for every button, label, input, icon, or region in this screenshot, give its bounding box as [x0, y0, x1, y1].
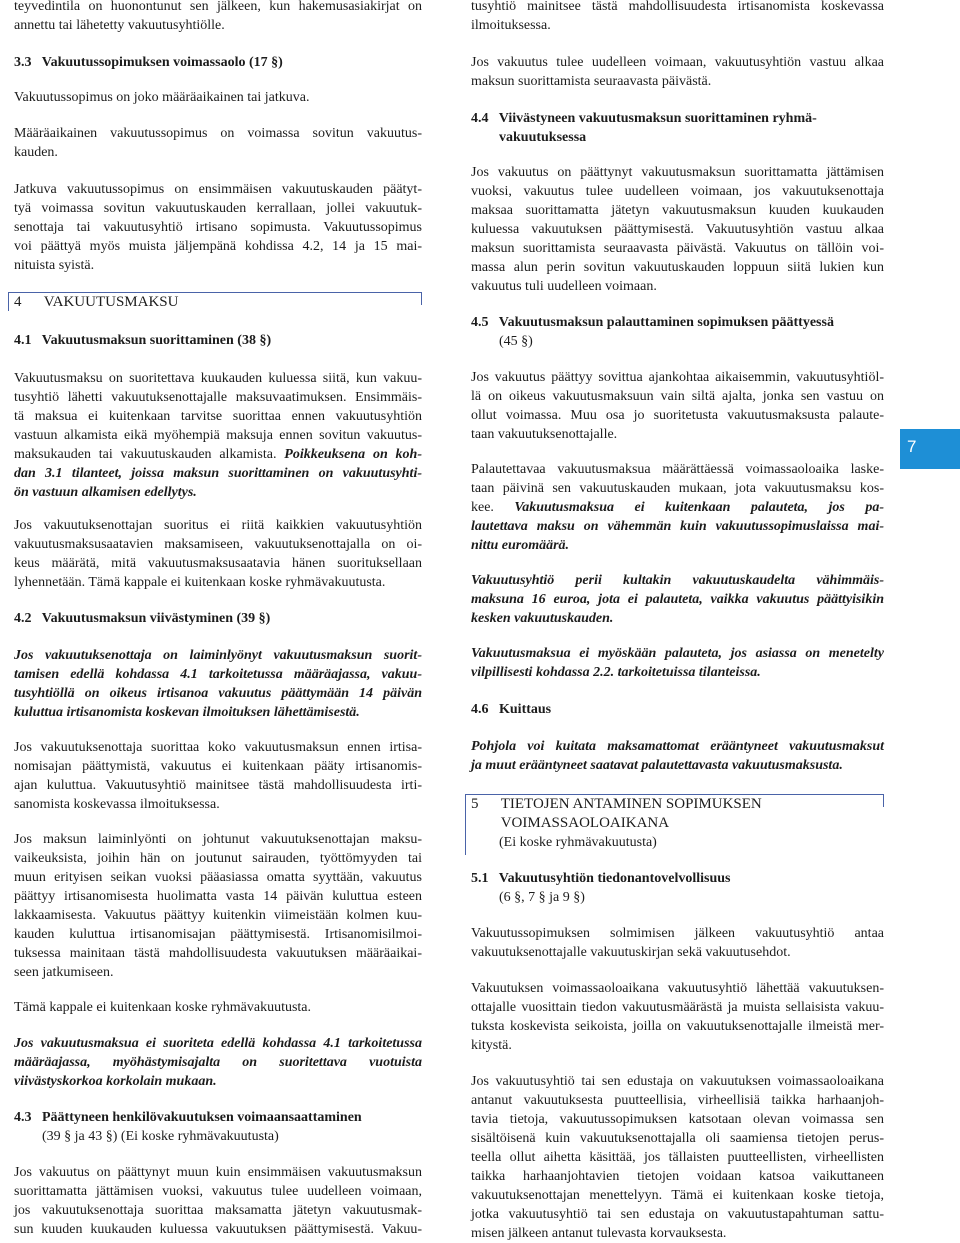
text-line: maksun suorittamista seuraavasta päivästä. [471, 74, 712, 89]
text-line: kauden. [14, 145, 58, 160]
text-line: teyvedintila on huonontunut sen jälkeen, kun hakemusasiakirjat on [14, 0, 422, 14]
chapter-heading: VOIMASSAOLOAIKANA [471, 815, 670, 831]
chapter-subheading: (Ei koske ryhmävakuutusta) [471, 835, 657, 850]
section-subheading: (39 § ja 43 §) (Ei koske ryhmävakuutusta) [14, 1129, 279, 1144]
emphasis-line: Pohjola voi kuitata maksamattomat erääntyneet vakuutusmaksut [471, 739, 884, 754]
emphasis-line: Vakuutusmaksua ei myöskään palauteta, jos asiassa on menetelty [471, 646, 884, 661]
text-line: Jos vakuutuksenottaja suorittaa koko vakuutusmaksun ennen irtisa- [14, 740, 422, 755]
text-line: kitystä. [471, 1038, 512, 1053]
section-heading: 4.6 Kuittaus [471, 702, 552, 717]
page-number-tab [900, 429, 960, 469]
text-span: kee. [471, 500, 515, 515]
text-line: vaikeuksista, joihin hän on joutunut sairauden, työttömyyden tai [14, 851, 422, 866]
text-line: Jos vakuutus on päättynyt muun kuin ensimmäisen vakuutusmaksun [14, 1165, 422, 1180]
text-line: seen jatkumiseen. [14, 965, 114, 980]
text-line: tyä voimassa sovitun vakuutuskauden kerrallaan, jollei vakuutuk- [14, 201, 422, 216]
text-line: Tämä kappale ei kuitenkaan koske ryhmävakuutusta. [14, 1000, 312, 1015]
section-heading: 4.1 Vakuutusmaksun suorittaminen (38 §) [14, 333, 272, 348]
text-line: nomisajan päättymistä, vakuutus ei kuitenkaan pääty irtisanomis- [14, 759, 422, 774]
chapter-heading: 5 TIETOJEN ANTAMINEN SOPIMUKSEN [471, 796, 762, 812]
emphasis-line: ön vastuun alkamisen edellytys. [14, 485, 197, 500]
text-line: keus määrätä, mitä vakuutusmaksusaatavia hänen suorituksellaan [14, 556, 422, 571]
text-line: Jos maksun laiminlyönti on johtunut vakuutuksenottajan maksu- [14, 832, 422, 847]
text-line: nituista syistä. [14, 258, 95, 273]
text-line: tusyhtiö mainitsee tästä mahdollisuudesta irtisanomista koskevassa [471, 0, 884, 14]
chapter-4-heading-box [8, 292, 422, 311]
emphasis-line: Jos vakuutusmaksua ei suoriteta edellä kohdassa 4.1 tarkoitetussa [14, 1036, 422, 1051]
text-line: massa alun perin sovitun vakuutuskauden loppuun siitä lukien kun [471, 260, 884, 275]
text-line: Jos vakuutuksenottajan suoritus ei riitä kaikkien vakuutusyhtiön [14, 518, 422, 533]
emphasis-line: Vakuutusyhtiö perii kultakin vakuutuskaudelta vähimmäis- [471, 573, 884, 588]
section-heading: 4.4 Viivästyneen vakuutusmaksun suorittaminen ryhmä- [471, 111, 817, 126]
text-line: vakuutus tuli uudelleen voimaan. [471, 279, 657, 294]
text-span: maksukauden tai vakuutuskauden alkamista. [14, 447, 285, 462]
emphasis-span: Vakuutusmaksua ei kuitenkaan palauteta, jos pa- [514, 500, 884, 515]
text-line: taan vakuutuksenottajalle. [471, 427, 618, 442]
text-line: kauden kuluttua irtisanomisajan päättymisestä. Irtisanomisilmoi- [14, 927, 422, 942]
text-line: sanomista koskevassa ilmoituksessa. [14, 797, 220, 812]
text-line: jotka vakuutusyhtiö tai sen edustaja on vakuutustapahtuman sattu- [471, 1207, 884, 1222]
text-line [471, 498, 884, 517]
section-heading: 4.5 Vakuutusmaksun palauttaminen sopimuksen päättyessä [471, 315, 834, 330]
text-line: sun kuuden kuukauden kuluessa vakuutuksen päättymisestä. Vakuu- [14, 1222, 422, 1237]
emphasis-line: tamisen edellä kohdassa 4.1 tarkoitetussa määräajassa, vakuu- [14, 667, 422, 682]
section-subheading: (6 §, 7 § ja 9 §) [471, 890, 585, 905]
section-heading: 5.1 Vakuutusyhtiön tiedonantovelvollisuus [471, 871, 731, 886]
text-line: tä maksua ei kuitenkaan tarvitse suorittaa ennen vakuutusyhtiön [14, 409, 422, 424]
emphasis-line: maksuna 16 euroa, jota ei palauteta, vaikka vakuutus päättyisikin [471, 592, 884, 607]
section-subheading: (45 §) [471, 334, 533, 349]
text-line: päättyy irtisanomisesta huolimatta vasta 14 päivän kuluttua esteen [14, 889, 422, 904]
text-line: lakkaamisesta. Vakuutus päättyy kuitenkin viimeistään kolmen kuu- [14, 908, 422, 923]
text-line: maksun suorittamista seuraavasta päivästä. Vakuutus on tällöin voi- [471, 241, 884, 256]
text-line: lä on oikeus vakuutusmaksuun vain siltä ajalta, jonka sen vastuu on [471, 389, 884, 404]
text-line: jos vakuutuksenottaja suorittaa maksamatta jätetyn vakuutusmak- [14, 1203, 422, 1218]
text-line: vakuutuksenottajalle vakuutuskirjan sekä vakuutusehdot. [471, 945, 791, 960]
text-line: senottaja tai vakuutusyhtiö irtisano sopimusta. Vakuutussopimus [14, 220, 422, 235]
emphasis-line: ja muut erääntyneet saatavat palautettavasta vakuutusmaksusta. [471, 758, 843, 773]
text-line: vuoksi, vakuutus tulee uudelleen voimaan, jos vakuutuksenottaja [471, 184, 884, 199]
text-line: tavia tietoja, vakuutussopimuksen katsotaan olevan voimassa sen [471, 1112, 884, 1127]
text-line: misen jälkeen antanut tulevasta korvauksesta. [471, 1226, 727, 1241]
text-line: ottajalle vuosittain tiedon vakuutusmäärästä ja muista sellaisista vakuu- [471, 1000, 884, 1015]
text-line: Jos vakuutus päättyy sovittua ajankohtaa aikaisemmin, vakuutusyhtiöl- [471, 370, 884, 385]
text-line: muun erityisen seikan vuoksi pääasiassa omatta syyttään, vakuutus [14, 870, 422, 885]
text-line: tuksessa mainitaan tästä mahdollisuudesta vakuutuksen määräaikai- [14, 946, 422, 961]
text-line: teella ollut aihetta käsittää, jos tällaisten puutteellisten, virheellisten [471, 1150, 884, 1165]
page-number: 7 [907, 437, 917, 456]
text-line: tuksta koskevista seikoista, joilla on vakuutuksenottajalle ilmeistä mer- [471, 1019, 884, 1034]
text-line: Vakuutussopimuksen solmimisen jälkeen vakuutusyhtiö antaa [471, 926, 884, 941]
text-line: Jos vakuutus on päättynyt vakuutusmaksun suorittamatta jättämisen [471, 165, 884, 180]
emphasis-line: kuluttua irtisanomista koskevan ilmoituksen lähettämisestä. [14, 705, 360, 720]
text-line: vakuutuksenottajan menettelyyn. Tämä ei kuitenkaan koske tietoja, [471, 1188, 884, 1203]
text-line: taan päivinä sen vakuutuskauden mukaan, jota vakuutusmaksu kos- [471, 481, 884, 496]
emphasis-line: kesken vakuutuskauden. [471, 611, 614, 626]
text-line: tusyhtiö lähetti vakuutuksenottajalle maksuvaatimuksen. Ensimmäis- [14, 390, 422, 405]
section-heading: 3.3 Vakuutussopimuksen voimassaolo (17 §) [14, 55, 283, 70]
text-line: ajan kuluttua. Vakuutusyhtiö mainitsee tästä mahdollisuudesta irti- [14, 778, 422, 793]
text-line: Palautettavaa vakuutusmaksua määrättäessä voimassaoloaika laske- [471, 462, 884, 477]
text-line: annettu tai lähetetty vakuutusyhtiölle. [14, 18, 225, 33]
text-line: suorittamatta jättämisen vuoksi, vakuutus tulee uudelleen voimaan, [14, 1184, 422, 1199]
section-heading: 4.3 Päättyneen henkilövakuutuksen voimaansaattaminen [14, 1110, 362, 1125]
emphasis-line: viivästyskorkoa korkolain mukaan. [14, 1074, 217, 1089]
text-line: taikka harhaanjohtavien tietojen voidaan katsoa vaikuttaneen [471, 1169, 884, 1184]
text-line: Jos vakuutusyhtiö tai sen edustaja on vakuutuksen voimassaoloaikana [471, 1074, 884, 1089]
emphasis-line: lautettava maksu on vähemmän kuin vakuutussopimuslaissa mai- [471, 519, 884, 534]
text-line: Vakuutusmaksu on suoritettava kuukauden kuluessa siitä, kun vakuu- [14, 371, 422, 386]
text-line: lyhennetään. Tämä kappale ei kuitenkaan koske ryhmävakuutusta. [14, 575, 386, 590]
text-line: ollut voimassa. Muu osa jo suoritetusta vakuutusmaksusta palaute- [471, 408, 884, 423]
text-line: vakuutusmaksusaatavien maksamiseen, vakuutuksenottajalla on oi- [14, 537, 422, 552]
text-line: Määräaikainen vakuutussopimus on voimassa sovitun vakuutus- [14, 126, 422, 141]
text-line: Jatkuva vakuutussopimus on ensimmäisen vakuutuskauden päätyt- [14, 182, 422, 197]
emphasis-line: nittu euromäärä. [471, 538, 570, 553]
text-line: voi päättyä myös muista jäljempänä kohdissa 4.2, 14 ja 15 mai- [14, 239, 422, 254]
emphasis-line: vilpillisesti kohdassa 2.2. tarkoitetuissa tilanteissa. [471, 665, 761, 680]
text-line: vastuun alkamista eikä myöhempiä maksuja ennen sovitun vakuutus- [14, 428, 422, 443]
text-line: antanut vakuutuksesta puutteellisia, virheellisiä taikka harhaanjoh- [471, 1093, 884, 1108]
text-line: ilmoituksessa. [471, 18, 551, 33]
emphasis-span: Poikkeuksena on koh- [284, 447, 422, 462]
text-line: Jos vakuutus tulee uudelleen voimaan, vakuutusyhtiön vastuu alkaa [471, 55, 884, 70]
emphasis-line: Jos vakuutuksenottaja on laiminlyönyt vakuutusmaksun suorit- [14, 648, 422, 663]
section-heading: vakuutuksessa [471, 130, 587, 145]
chapter-5-heading-box [465, 794, 884, 855]
emphasis-line: dan 3.1 tilanteet, joissa maksun suorittaminen on vakuutusyhti- [14, 466, 422, 481]
text-line: maksaa suorittamatta jätetyn vakuutusmaksun kuuden kuukauden [471, 203, 884, 218]
text-line: kuluessa vakuutuksen päättymisestä. Vakuutusyhtiön vastuu alkaa [471, 222, 884, 237]
chapter-heading: 4 VAKUUTUSMAKSU [14, 294, 179, 310]
text-line: Vakuutuksen voimassaoloaikana vakuutusyhtiö lähettää vakuutuksen- [471, 981, 884, 996]
text-line: Vakuutussopimus on joko määräaikainen tai jatkuva. [14, 90, 310, 105]
emphasis-line: tusyhtiöllä on oikeus irtisanoa vakuutus päättymään 14 päivän [14, 686, 422, 701]
text-line: sisältöisenä kuin vakuutuksenottajalla oli saamiensa tietojen perus- [471, 1131, 884, 1146]
emphasis-line: määräajassa, myöhästymisajalta on suoritettava vuotuista [14, 1055, 422, 1070]
text-line [14, 445, 422, 464]
section-heading: 4.2 Vakuutusmaksun viivästyminen (39 §) [14, 611, 271, 626]
